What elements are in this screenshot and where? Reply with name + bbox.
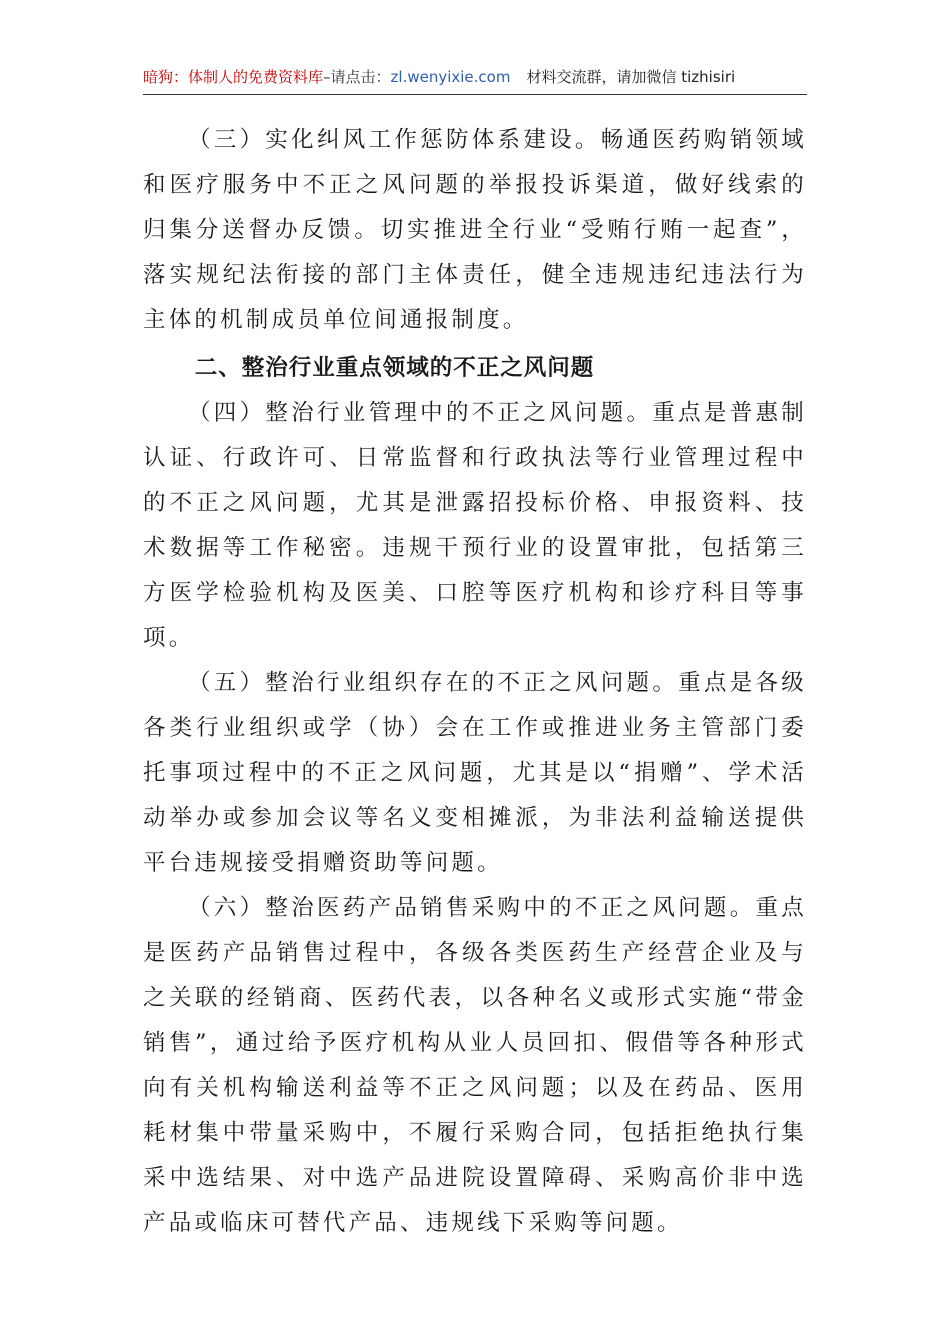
paragraph-5: （五）整治行业组织存在的不正之风问题。重点是各级各类行业组织或学（协）会在工作或推进业务主管部门委托事项过程中的不正之风问题，尤其是以“捐赠”、学术活动举办或参加会议等名义变相摊派，为非法利益输送提供平台违规接受捐赠资助等问题。 (143, 670, 807, 876)
paragraph-3: （三）实化纠风工作惩防体系建设。畅通医药购销领域和医疗服务中不正之风问题的举报投诉渠道，做好线索的归集分送督办反馈。切实推进全行业“受贿行贿一起查”，落实规纪法衔接的部门主体责任，健全违规违纪违法行为主体的机制成员单位间通报制度。 (143, 127, 807, 333)
paragraph-4: （四）整治行业管理中的不正之风问题。重点是普惠制认证、行政许可、日常监督和行政执法等行业管理过程中的不正之风问题，尤其是泄露招投标价格、申报资料、技术数据等工作秘密。违规干预行业的设置审批，包括第三方医学检验机构及医美、口腔等医疗机构和诊疗科目等事项。 (143, 400, 807, 651)
header-wechat-note: 材料交流群，请加微信 tizhisiri (526, 68, 736, 86)
header-brand: 暗狗：体制人的免费资料库 (143, 68, 324, 86)
header-prompt: –请点击： (323, 68, 391, 86)
page-header (143, 66, 807, 96)
section-heading-2: 二、整治行业重点领域的不正之风问题 (194, 355, 595, 381)
header-divider (143, 94, 807, 95)
paragraph-6: （六）整治医药产品销售采购中的不正之风问题。重点是医药产品销售过程中，各级各类医药生产经营企业及与之关联的经销商、医药代表，以各种名义或形式实施“带金销售”，通过给予医疗机构从业人员回扣、假借等各种形式向有关机构输送利益等不正之风问题；以及在药品、医用耗材集中带量采购中，不履行采购合同，包括拒绝执行集采中选结果、对中选产品进院设置障碍、采购高价非中选产品或临床可替代产品、违规线下采购等问题。 (143, 895, 807, 1236)
document-body (143, 118, 807, 1246)
header-link[interactable]: zl.wenyixie.com (390, 68, 511, 86)
